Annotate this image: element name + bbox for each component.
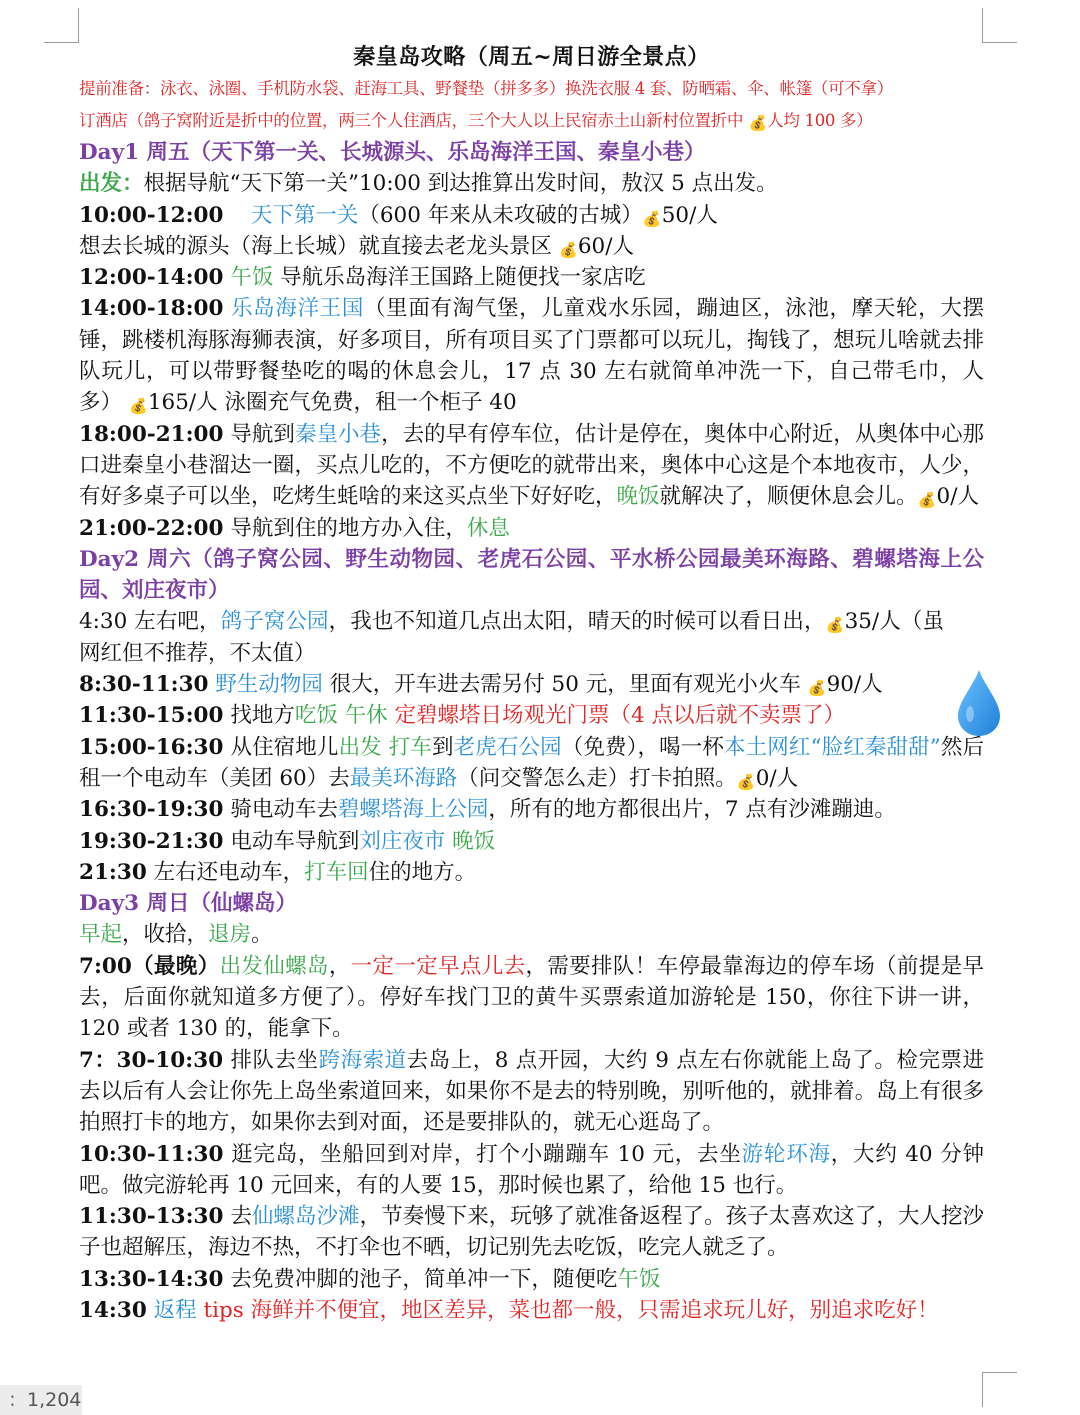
day2-item-2: 8:30-11:30 野生动物园 很大，开车进去需另付 50 元，里面有观光小火车 💰90/人 [79, 672, 883, 698]
day2-item-1: 4:30 左右吧，鸽子窝公园，我也不知道几点出太阳，晴天的时候可以看日出，💰35/人（虽网红但不推荐，不太值） [79, 609, 944, 666]
day2-item-5: 16:30-19:30 骑电动车去碧螺塔海上公园，所有的地方都很出片，7 点有沙滩蹦迪。 [79, 797, 896, 823]
page-corner-mark [982, 1372, 1017, 1407]
page-corner-mark [44, 8, 79, 43]
money-bag-icon: 💰 [736, 772, 756, 791]
day3-item-6: 14:30 返程 tips 海鲜并不便宜，地区差异，菜也都一般，只需追求玩儿好，别追求吃好！ [79, 1297, 939, 1323]
day2-heading: Day2 周六（鸽子窝公园、野生动物园、老虎石公园、平水桥公园最美环海路、碧螺塔海上公园、刘庄夜市） [79, 546, 984, 604]
day1-item-5: 21:00-22:00 导航到住的地方办入住，休息 [79, 515, 510, 541]
view-count-badge: ：1,204 [0, 1385, 82, 1415]
page-corner-mark [982, 8, 1017, 43]
day3-item-4: 11:30-13:30 去仙螺岛沙滩，节奏慢下来，玩够了就准备返程了。孩子太喜欢这了，大人挖沙子也超解压，海边不热，不打伞也不晒，切记别先去吃饭，吃完人就乏了。 [79, 1204, 984, 1261]
day3-heading: Day3 周日（仙螺岛） [79, 891, 298, 917]
money-bag-icon: 💰 [825, 616, 845, 635]
page-title: 秦皇岛攻略（周五~周日游全景点） [353, 44, 710, 70]
day3-item-2: 7：30-10:30 排队去坐跨海索道去岛上，8 点开园，大约 9 点左右你就能上岛了。检完票进去以后有人会让你先上岛坐索道回来，如果你不是去的特别晚，别听他的，就排着。岛上有很多拍照打卡的地方，如果你去到对面，还是要排队的，就无心逛岛了。 [79, 1047, 984, 1136]
day1-item-1-extra: 想去长城的源头（海上长城）就直接去老龙头景区 💰60/人 [79, 233, 634, 259]
travel-guide-document [79, 41, 984, 1326]
day1-departure: 出发：根据导航“天下第一关”10:00 到达推算出发时间，敖汉 5 点出发。 [79, 171, 778, 197]
money-bag-icon: 💰 [559, 240, 578, 259]
day3-item-5: 13:30-14:30 去免费冲脚的池子，简单冲一下，随便吃午饭 [79, 1266, 661, 1292]
hotel-note: 订酒店（鸽子窝附近是折中的位置，两三个人住酒店，三个大人以上民宿赤土山新村位置折中 💰人均 100 多） [79, 111, 873, 132]
day1-item-1: 10:00-12:00 天下第一关（600 年来从未攻破的古城）💰50/人 [79, 202, 718, 228]
money-bag-icon: 💰 [642, 209, 662, 228]
day2-item-7: 21:30 左右还电动车，打车回住的地方。 [79, 859, 477, 885]
day3-item-3: 10:30-11:30 逛完岛，坐船回到对岸，打个小蹦蹦车 10 元，去坐游轮环海，大约 40 分钟吧。做完游轮再 10 元回来，有的人要 15，那时候也累了，给他 15 也行。 [79, 1141, 984, 1198]
day2-item-3: 11:30-15:00 找地方吃饭 午休 定碧螺塔日场观光门票（4 点以后就不卖票了） [79, 703, 846, 729]
day1-item-2: 12:00-14:00 午饭 导航乐岛海洋王国路上随便找一家店吃 [79, 265, 646, 291]
money-bag-icon: 💰 [129, 397, 148, 416]
preparation-list: 提前准备：泳衣、泳圈、手机防水袋、赶海工具、野餐垫（拼多多）换洗衣服 4 套、防晒霜、伞、帐篷（可不拿） [79, 79, 893, 98]
day1-item-4: 18:00-21:00 导航到秦皇小巷，去的早有停车位，估计是停在，奥体中心附近，从奥体中心那口进秦皇小巷溜达一圈，买点儿吃的，不方便吃的就带出来，奥体中心这是个本地夜市，人少，有好多桌子可以坐，吃烤生蚝啥的来这买点坐下好好吃，晚饭就解决了，顺便休息会儿。💰0/人 [79, 421, 984, 510]
day2-item-4: 15:00-16:30 从住宿地儿出发 打车到老虎石公园（免费），喝一杯本土网红“脸红秦甜甜”然后租一个电动车（美团 60）去最美环海路（问交警怎么走）打卡拍照。💰0/人 [79, 734, 984, 791]
day2-item-6: 19:30-21:30 电动车导航到刘庄夜市 晚饭 [79, 828, 496, 854]
money-bag-icon: 💰 [807, 679, 827, 698]
money-bag-icon: 💰 [917, 491, 937, 510]
money-bag-icon: 💰 [748, 114, 767, 132]
day3-item-1: 7:00（最晚）出发仙螺岛，一定一定早点儿去，需要排队！车停最靠海边的停车场（前提是早去，后面你就知道多方便了）。停好车找门卫的黄牛买票索道加游轮是 150，你往下讲一讲，120 或者 130 的，能拿下。 [79, 953, 984, 1042]
day1-heading: Day1 周五（天下第一关、长城源头、乐岛海洋王国、秦皇小巷） [79, 140, 706, 165]
day3-item-0: 早起，收拾，退房。 [79, 922, 273, 948]
day1-item-3: 14:00-18:00 乐岛海洋王国（里面有淘气堡，儿童戏水乐园，蹦迪区，泳池，摩天轮，大摆锤，跳楼机海豚海狮表演，好多项目，所有项目买了门票都可以玩儿，掏钱了，想玩儿啥就去排队玩儿，可以带野餐垫吃的喝的休息会儿，17 点 30 左右就简单冲洗一下，自己带毛巾，人多） 💰165/人 泳圈充气免费，租一个柜子 40 [79, 296, 984, 416]
